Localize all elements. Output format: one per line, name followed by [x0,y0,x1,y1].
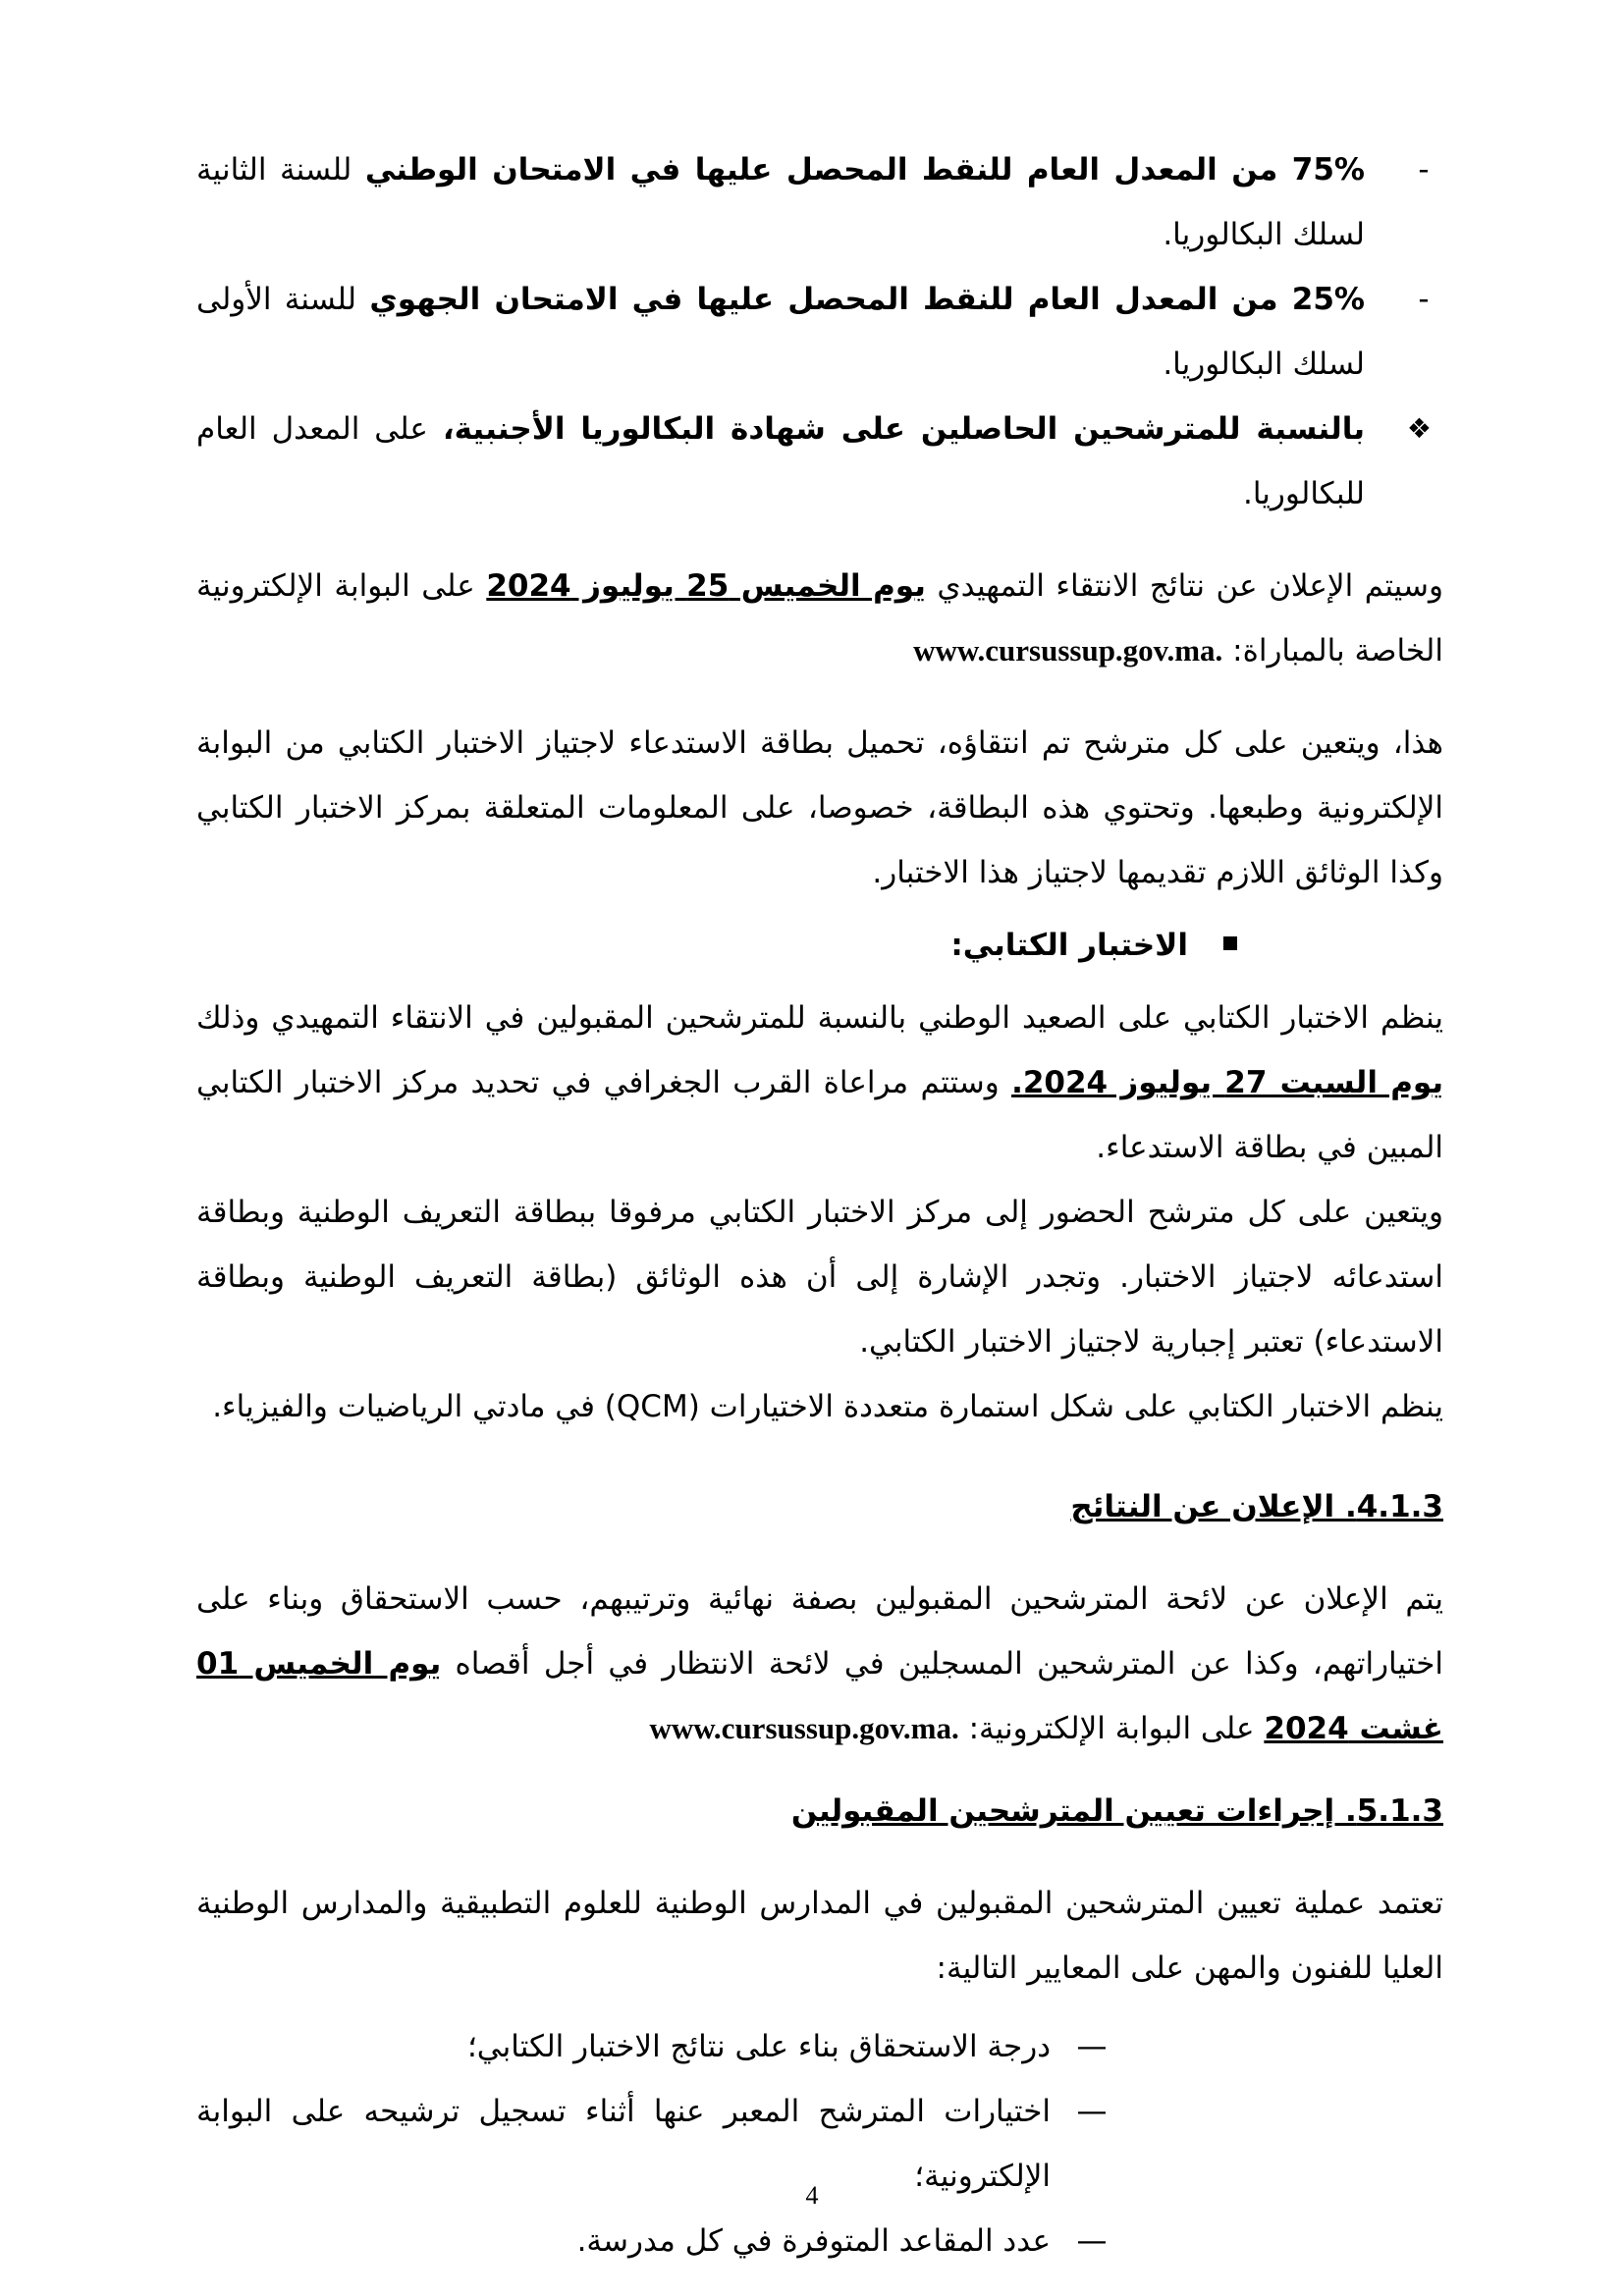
assignment-criterion-text: اختيارات المترشح المعبر عنها أثناء تسجيل ترشيحه على البوابة الإلكترونية؛ [196,2094,1051,2194]
written-exam-paragraph-2: ويتعين على كل مترشح الحضور إلى مركز الاختبار الكتابي مرفوقا ببطاقة التعريف الوطنية وبطاقة استدعائه لاجتياز الاختبار. وتجدر الإشارة إلى أن هذه الوثائق (بطاقة التعريف الوطنية وبطاقة الاستدعاء) تعتبر إجبارية لاجتياز الاختبار الكتابي. [196,1195,1443,1360]
assignment-criterion-text: عدد المقاعد المتوفرة في كل مدرسة. [576,2223,1051,2259]
document-page [196,137,1443,2273]
foreign-bac-bold: بالنسبة للمترشحين الحاصلين على شهادة البكالوريا الأجنبية، [442,411,1365,447]
section-413-title: 4.1.3. الإعلان عن النتائج [1070,1489,1443,1524]
criteria-item-regional [196,267,1443,397]
written-exam-paragraph-1 [196,986,1443,1180]
convocation-paragraph: هذا، ويتعين على كل مترشح تم انتقاؤه، تحميل بطاقة الاستدعاء لاجتياز الاختبار الكتابي من البوابة الإلكترونية وطبعها. وتحتوي هذه البطاقة، خصوصا، على المعلومات المتعلقة بمركز الاختبار الكتابي وكذا الوثائق اللازم تقديمها لاجتياز هذا الاختبار. [196,725,1443,890]
assignment-criterion-item [196,2209,1443,2273]
diamond-bullet-icon: ❖ [1406,412,1432,445]
long-dash-bullet: — [1076,2029,1108,2064]
dash-bullet: - [1418,152,1430,187]
section-413-text-2: على البوابة الإلكترونية: [958,1711,1265,1746]
criteria-rest-text: للسنة الأولى لسلك البكالوريا. [196,282,1365,382]
announcement-paragraph [196,554,1443,683]
announcement-text-2: على البوابة الإلكترونية الخاصة بالمباراة: [196,568,1443,668]
square-bullet-icon [1223,936,1237,950]
criteria-rest-text: للسنة الثانية لسلك البكالوريا. [196,152,1365,252]
foreign-bac-item [196,397,1443,526]
written-exam-paragraph-3: ينظم الاختبار الكتابي على شكل استمارة متعددة الاختيارات (QCM) في مادتي الرياضيات والفيزياء. [212,1389,1443,1424]
section-513-title: 5.1.3. إجراءات تعيين المترشحين المقبولين [790,1793,1443,1829]
criteria-bold-text: 25% من المعدل العام للنقط المحصل عليها في الامتحان الجهوي [369,282,1365,317]
announcement-text-1: وسيتم الإعلان عن نتائج الانتقاء التمهيدي [925,568,1443,604]
long-dash-bullet: — [1076,2094,1108,2129]
written-exam-date: يوم السبت 27 يوليوز 2024. [1011,1065,1443,1100]
announcement-url-link[interactable]: www.cursussup.gov.ma. [913,633,1223,667]
written-exam-text-1: ينظم الاختبار الكتابي على الصعيد الوطني بالنسبة للمترشحين المقبولين في الانتقاء التمهيدي وذلك [196,1000,1443,1036]
foreign-bac-rest: على المعدل العام للبكالوريا. [196,411,1365,511]
written-exam-title: الاختبار الكتابي: [950,928,1188,963]
assignment-criterion-item [196,2014,1443,2079]
written-exam-text-2: وستتم مراعاة القرب الجغرافي في تحديد مركز الاختبار الكتابي المبين في بطاقة الاستدعاء. [196,1065,1443,1165]
section-413-text-1: يتم الإعلان عن لائحة المترشحين المقبولين بصفة نهائية وترتيبهم، حسب الاستحقاق وبناء على اختياراتهم، وكذا عن المترشحين المسجلين في لائحة الانتظار في أجل أقصاه [196,1581,1443,1682]
page-number: 4 [805,2181,819,2210]
assignment-criterion-text: درجة الاستحقاق بناء على نتائج الاختبار الكتابي؛ [466,2029,1051,2064]
long-dash-bullet: — [1076,2223,1108,2259]
announcement-date: يوم الخميس 25 يوليوز 2024 [486,568,926,604]
dash-bullet: - [1418,282,1430,317]
written-exam-heading [196,913,1443,978]
criteria-bold-text: 75% من المعدل العام للنقط المحصل عليها في الامتحان الوطني [364,152,1365,187]
section-413-paragraph [196,1567,1443,1761]
criteria-item-national [196,137,1443,267]
section-413-url-link[interactable]: www.cursussup.gov.ma. [649,1711,959,1745]
section-513-intro: تعتمد عملية تعيين المترشحين المقبولين في المدارس الوطنية للعلوم التطبيقية والمدارس الوطنية العليا للفنون والمهن على المعايير التالية: [196,1886,1443,1986]
section-413-date: يوم الخميس 01 غشت 2024 [196,1646,1443,1746]
